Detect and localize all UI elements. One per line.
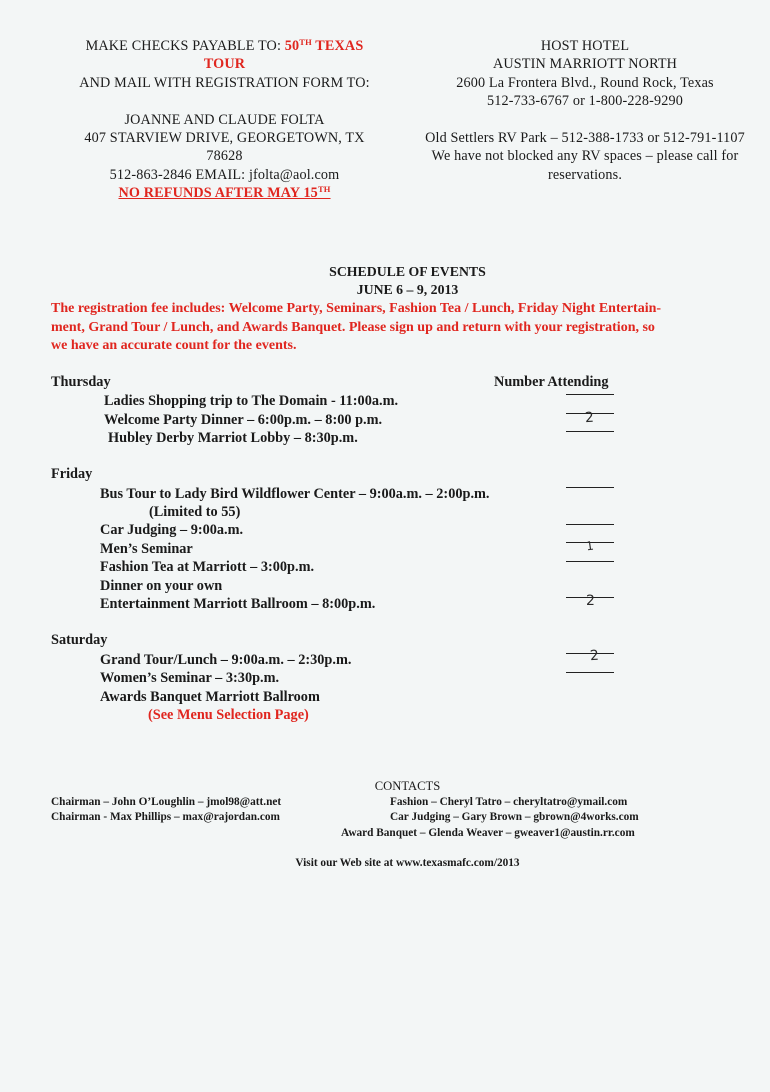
thursday-event-1: Ladies Shopping trip to The Domain - 11:00a.m.	[104, 393, 399, 409]
checks-block	[52, 37, 397, 203]
thursday-event-2: Welcome Party Dinner – 6:00p.m. – 8:00 p.m.	[104, 412, 383, 428]
friday-label: Friday	[51, 466, 93, 482]
saturday-event-1-count: 2	[589, 647, 600, 665]
hotel-name: AUSTIN MARRIOTT NORTH	[492, 56, 678, 73]
friday-event-6: Entertainment Marriott Ballroom – 8:00p.m.	[100, 596, 376, 612]
friday-event-5: Dinner on your own	[100, 578, 223, 594]
mail-zip: 78628	[206, 148, 243, 165]
mail-phone-email: 512-863-2846 EMAIL: jfolta@aol.com	[109, 166, 340, 183]
rv-note-line2: reservations.	[547, 166, 623, 183]
friday-event-6-count: 2	[586, 593, 595, 609]
saturday-event-2: Women’s Seminar – 3:30p.m.	[100, 670, 280, 686]
thursday-label: Thursday	[51, 374, 111, 390]
website-link[interactable]: Visit our Web site at www.texasmafc.com/2013	[295, 857, 520, 869]
hotel-phone: 512-733-6767 or 1-800-228-9290	[486, 93, 683, 110]
saturday-event-3-note: (See Menu Selection Page)	[148, 707, 309, 723]
payee-part1: 50	[284, 38, 300, 54]
mail-with-line: AND MAIL WITH REGISTRATION FORM TO:	[79, 74, 370, 91]
payee-name	[285, 38, 364, 54]
thursday-event-3-count-field[interactable]	[566, 431, 614, 432]
payee-sup: TH	[299, 37, 312, 47]
contact-chairman-2: Chairman - Max Phillips – max@rajordan.com	[51, 811, 280, 823]
refund-notice	[52, 184, 397, 202]
friday-event-4: Fashion Tea at Marriott – 3:00p.m.	[100, 559, 315, 575]
saturday-label: Saturday	[51, 632, 108, 648]
friday-event-4-count-field[interactable]	[566, 561, 614, 562]
hotel-title: HOST HOTEL	[540, 38, 630, 54]
rv-park-line: Old Settlers RV Park – 512-388-1733 or 512-791-1107	[425, 130, 745, 147]
thursday-event-2-count: 2	[584, 409, 595, 427]
friday-event-1: Bus Tour to Lady Bird Wildflower Center – 9:00a.m. – 2:00p.m.	[100, 486, 490, 502]
checks-payable-line	[52, 37, 397, 55]
friday-event-1-note: (Limited to 55)	[149, 504, 241, 520]
friday-event-3: Men’s Seminar	[100, 541, 193, 557]
contact-chairman-1: Chairman – John O’Loughlin – jmol98@att.net	[51, 796, 282, 808]
schedule-title: SCHEDULE OF EVENTS	[329, 264, 486, 279]
thursday-event-1-count-field[interactable]	[566, 394, 614, 395]
friday-event-1-count-field[interactable]	[566, 487, 614, 488]
contact-fashion: Fashion – Cheryl Tatro – cheryltatro@ymail.com	[390, 796, 628, 808]
contact-car-judging: Car Judging – Gary Brown – gbrown@4works.com	[390, 811, 639, 823]
refund-part1: NO REFUNDS AFTER MAY 15	[118, 185, 318, 202]
saturday-event-1: Grand Tour/Lunch – 9:00a.m. – 2:30p.m.	[100, 652, 352, 668]
friday-event-2: Car Judging – 9:00a.m.	[100, 522, 244, 538]
intro-line3: we have an accurate count for the events.	[51, 338, 297, 353]
friday-event-3-count: 1	[585, 538, 595, 554]
schedule-dates: JUNE 6 – 9, 2013	[356, 282, 459, 297]
contact-award-banquet: Award Banquet – Glenda Weaver – gweaver1@austin.rr.com	[341, 827, 635, 839]
checks-payable-label: MAKE CHECKS PAYABLE TO:	[85, 38, 282, 54]
saturday-event-3: Awards Banquet Marriott Ballroom	[100, 689, 320, 705]
payee-line2: TOUR	[203, 56, 246, 73]
refund-text	[118, 185, 330, 201]
contacts-title: CONTACTS	[374, 779, 441, 793]
thursday-event-3: Hubley Derby Marriot Lobby – 8:30p.m.	[108, 430, 358, 446]
hotel-address: 2600 La Frontera Blvd., Round Rock, Texas	[456, 74, 714, 91]
hotel-block	[405, 37, 765, 184]
mail-street: 407 STARVIEW DRIVE, GEORGETOWN, TX	[84, 130, 365, 147]
saturday-event-2-count-field[interactable]	[566, 672, 614, 673]
intro-line2: ment, Grand Tour / Lunch, and Awards Banquet. Please sign up and return with your registration, so	[51, 319, 655, 335]
payee-part2: TEXAS	[315, 38, 364, 54]
registration-intro	[51, 300, 763, 356]
mail-names: JOANNE AND CLAUDE FOLTA	[124, 111, 325, 128]
intro-line1: The registration fee includes: Welcome Party, Seminars, Fashion Tea / Lunch, Friday Night Entertain-	[51, 301, 662, 316]
number-attending-header: Number Attending	[494, 374, 609, 390]
schedule-heading	[0, 263, 770, 299]
refund-sup: TH	[317, 184, 331, 195]
rv-note-line1: We have not blocked any RV spaces – please call for	[431, 148, 739, 165]
friday-event-2-count-field[interactable]	[566, 524, 614, 525]
